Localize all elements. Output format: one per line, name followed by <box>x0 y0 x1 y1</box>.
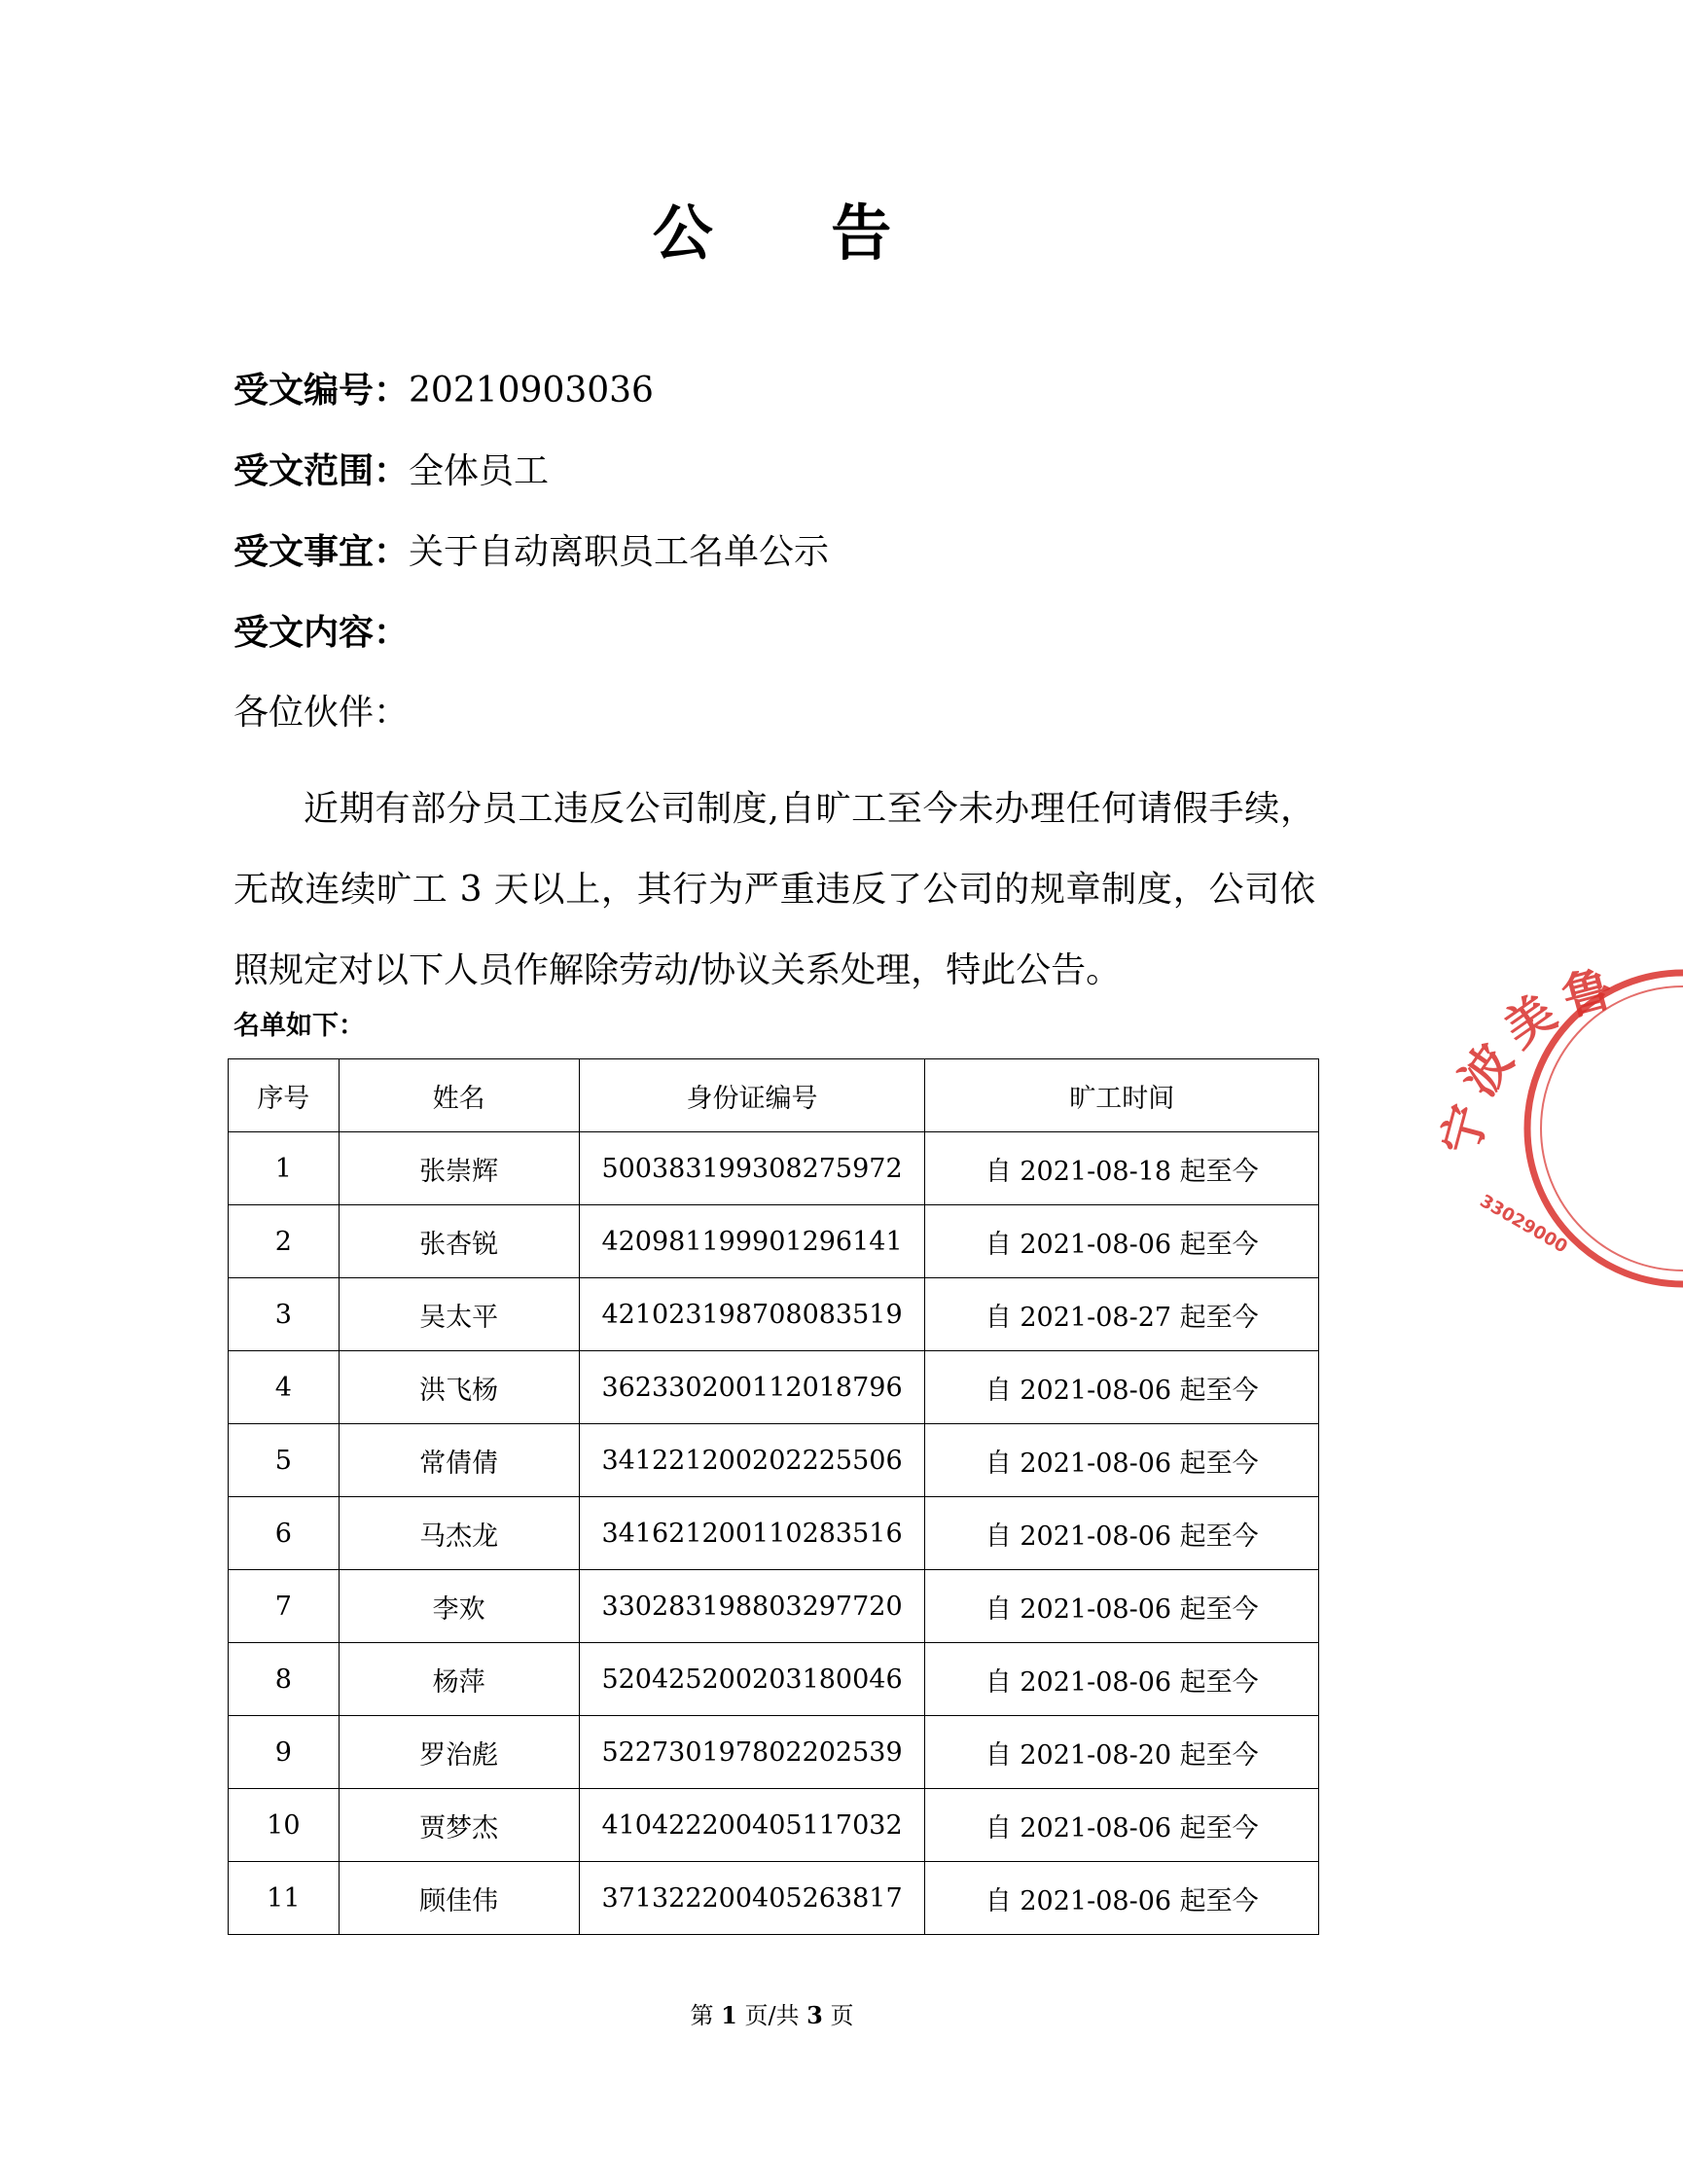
cell-id-number: 421023198708083519 <box>579 1278 925 1351</box>
svg-text:33029000: 33029000 <box>1476 1191 1571 1258</box>
cell-index: 5 <box>229 1424 340 1497</box>
cell-id-number: 520425200203180046 <box>579 1643 925 1716</box>
cell-id-number: 500383199308275972 <box>579 1132 925 1205</box>
field-key: 受文编号： <box>233 370 410 411</box>
table-row <box>229 1789 1319 1862</box>
header-id-number: 身份证编号 <box>579 1059 925 1132</box>
cell-index: 3 <box>229 1278 340 1351</box>
header-index: 序号 <box>229 1059 340 1132</box>
cell-name: 罗治彪 <box>339 1716 579 1789</box>
cell-name: 常倩倩 <box>339 1424 579 1497</box>
cell-index: 2 <box>229 1205 340 1278</box>
cell-absence-period: 自 2021-08-06 起至今 <box>925 1497 1319 1570</box>
table-row <box>229 1351 1319 1424</box>
cell-id-number: 522730197802202539 <box>579 1716 925 1789</box>
cell-name: 张崇辉 <box>339 1132 579 1205</box>
cell-index: 4 <box>229 1351 340 1424</box>
cell-id-number: 420981199901296141 <box>579 1205 925 1278</box>
roster-table <box>228 1058 1319 1935</box>
cell-index: 6 <box>229 1497 340 1570</box>
cell-absence-period: 自 2021-08-20 起至今 <box>925 1716 1319 1789</box>
cell-name: 顾佳伟 <box>339 1862 579 1935</box>
cell-index: 9 <box>229 1716 340 1789</box>
cell-absence-period: 自 2021-08-06 起至今 <box>925 1789 1319 1862</box>
header-name: 姓名 <box>339 1059 579 1132</box>
table-row <box>229 1570 1319 1643</box>
field-key: 受文内容： <box>233 612 410 653</box>
cell-absence-period: 自 2021-08-06 起至今 <box>925 1351 1319 1424</box>
table-row <box>229 1278 1319 1351</box>
cell-name: 马杰龙 <box>339 1497 579 1570</box>
cell-index: 11 <box>229 1862 340 1935</box>
svg-text:宁: 宁 <box>1431 1098 1499 1162</box>
field-key: 受文范围： <box>233 450 410 491</box>
svg-text:鲁: 鲁 <box>1557 959 1619 1027</box>
cell-name: 洪飞杨 <box>339 1351 579 1424</box>
page-footer <box>0 1996 1544 2030</box>
cell-name: 张杏锐 <box>339 1205 579 1278</box>
footer-total-pages: 3 <box>806 2001 823 2029</box>
field-subject <box>233 527 829 577</box>
cell-absence-period: 自 2021-08-06 起至今 <box>925 1570 1319 1643</box>
cell-id-number: 330283198803297720 <box>579 1570 925 1643</box>
table-row <box>229 1132 1319 1205</box>
table-row <box>229 1497 1319 1570</box>
field-key: 受文事宜： <box>233 531 410 572</box>
table-row <box>229 1205 1319 1278</box>
footer-prefix: 第 <box>690 2002 722 2029</box>
cell-absence-period: 自 2021-08-06 起至今 <box>925 1643 1319 1716</box>
cell-absence-period: 自 2021-08-06 起至今 <box>925 1205 1319 1278</box>
cell-index: 7 <box>229 1570 340 1643</box>
cell-id-number: 410422200405117032 <box>579 1789 925 1862</box>
cell-absence-period: 自 2021-08-27 起至今 <box>925 1278 1319 1351</box>
footer-middle: 页/共 <box>736 2002 807 2029</box>
cell-name: 贾梦杰 <box>339 1789 579 1862</box>
svg-text:美: 美 <box>1493 984 1566 1058</box>
cell-absence-period: 自 2021-08-18 起至今 <box>925 1132 1319 1205</box>
field-content <box>233 608 409 658</box>
company-seal <box>1430 959 1683 1304</box>
document-title: 公 告 <box>652 197 941 269</box>
table-row <box>229 1424 1319 1497</box>
cell-id-number: 341621200110283516 <box>579 1497 925 1570</box>
cell-id-number: 371322200405263817 <box>579 1862 925 1935</box>
field-value: 关于自动离职员工名单公示 <box>409 532 830 572</box>
cell-name: 杨萍 <box>339 1643 579 1716</box>
field-document-number <box>233 366 654 415</box>
cell-id-number: 341221200202225506 <box>579 1424 925 1497</box>
cell-absence-period: 自 2021-08-06 起至今 <box>925 1424 1319 1497</box>
cell-id-number: 362330200112018796 <box>579 1351 925 1424</box>
field-scope <box>233 447 549 496</box>
table-row <box>229 1643 1319 1716</box>
cell-name: 李欢 <box>339 1570 579 1643</box>
table-body <box>229 1132 1319 1935</box>
cell-name: 吴太平 <box>339 1278 579 1351</box>
footer-suffix: 页 <box>822 2002 854 2029</box>
cell-index: 8 <box>229 1643 340 1716</box>
svg-text:波: 波 <box>1450 1033 1524 1106</box>
field-value: 20210903036 <box>409 371 654 411</box>
footer-page-number: 1 <box>721 2001 737 2029</box>
cell-index: 1 <box>229 1132 340 1205</box>
list-label: 名单如下： <box>233 1011 365 1041</box>
cell-absence-period: 自 2021-08-06 起至今 <box>925 1862 1319 1935</box>
header-absence-period: 旷工时间 <box>925 1059 1319 1132</box>
table-row <box>229 1862 1319 1935</box>
greeting: 各位伙伴： <box>233 693 410 733</box>
table-header-row <box>229 1059 1319 1132</box>
cell-index: 10 <box>229 1789 340 1862</box>
table-row <box>229 1716 1319 1789</box>
field-value: 全体员工 <box>409 451 550 491</box>
body-paragraph: 近期有部分员工违反公司制度,自旷工至今未办理任何请假手续，无故连续旷工 3 天以上，其行为严重违反了公司的规章制度，公司依照规定对以下人员作解除劳动/协议关系处理，特此公告。 <box>233 789 1315 990</box>
